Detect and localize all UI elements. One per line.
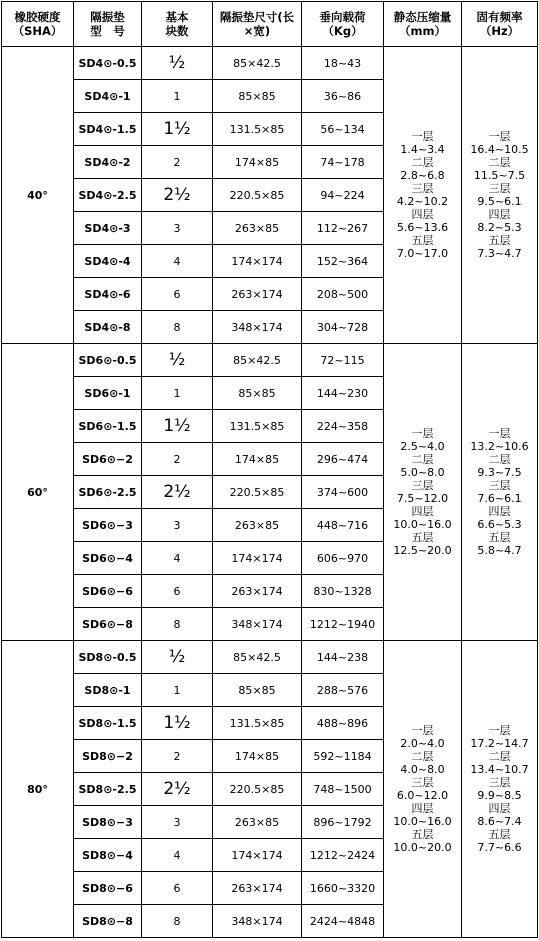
deflection-line: 一层 [411,724,434,737]
blocks-cell: 3 [142,806,213,839]
load-cell: 448~716 [302,509,384,542]
model-cell: SD4⊙-4 [74,245,142,278]
model-cell: SD8⊙−3 [74,806,142,839]
blocks-cell: 3 [142,212,213,245]
blocks-value: 1½ [163,712,191,733]
frequency-line: 8.2~5.3 [477,221,522,234]
frequency-line: 7.3~4.7 [477,247,522,260]
blocks-cell: 6 [142,872,213,905]
frequency-line: 7.6~6.1 [477,492,522,505]
frequency-line: 三层 [488,776,511,789]
blocks-cell [142,707,213,740]
frequency-line: 17.2~14.7 [470,737,529,750]
deflection-line: 12.5~20.0 [393,544,452,557]
load-cell: 94~224 [302,179,384,212]
deflection-line: 5.0~8.0 [400,466,445,479]
frequency-line: 四层 [488,505,511,518]
blocks-cell: 6 [142,278,213,311]
model-cell: SD8⊙−8 [74,905,142,938]
model-cell: SD6⊙−3 [74,509,142,542]
header-row [2,2,538,47]
table-row [2,641,538,674]
blocks-value: 1½ [163,415,191,436]
size-cell: 348×174 [213,905,302,938]
frequency-line: 16.4~10.5 [470,143,529,156]
header-hardness: 橡胶硬度 （SHA） [2,2,74,47]
load-cell: 152~364 [302,245,384,278]
blocks-cell [142,179,213,212]
blocks-value: 2½ [163,184,191,205]
load-cell: 56~134 [302,113,384,146]
size-cell: 174×85 [213,740,302,773]
load-cell: 1212~2424 [302,839,384,872]
frequency-line: 5.8~4.7 [477,544,522,557]
frequency-line: 四层 [488,802,511,815]
deflection-line: 二层 [411,750,434,763]
blocks-cell: 8 [142,905,213,938]
deflection-line: 7.0~17.0 [396,247,449,260]
blocks-cell: 1 [142,377,213,410]
size-cell: 220.5×85 [213,179,302,212]
deflection-line: 五层 [411,234,434,247]
model-cell: SD6⊙−4 [74,542,142,575]
model-cell: SD4⊙-2.5 [74,179,142,212]
blocks-cell: 2 [142,740,213,773]
blocks-cell [142,47,213,80]
frequency-line: 6.6~5.3 [477,518,522,531]
size-cell: 85×42.5 [213,47,302,80]
blocks-cell [142,410,213,443]
size-cell: 85×85 [213,674,302,707]
frequency-line: 一层 [488,130,511,143]
blocks-cell: 3 [142,509,213,542]
blocks-value: ½ [168,52,186,73]
deflection-line: 6.0~12.0 [396,789,449,802]
size-cell: 220.5×85 [213,476,302,509]
load-cell: 304~728 [302,311,384,344]
frequency-line: 一层 [488,427,511,440]
blocks-cell: 4 [142,245,213,278]
size-cell: 85×85 [213,377,302,410]
model-cell: SD8⊙-0.5 [74,641,142,674]
load-cell: 72~115 [302,344,384,377]
frequency-line: 一层 [488,724,511,737]
blocks-cell: 8 [142,608,213,641]
load-cell: 36~86 [302,80,384,113]
size-cell: 263×85 [213,212,302,245]
model-cell: SD4⊙-0.5 [74,47,142,80]
frequency-line: 五层 [488,531,511,544]
header-size: 隔振垫尺寸(长 ×宽) [213,2,302,47]
deflection-line: 三层 [411,182,434,195]
blocks-value: 2½ [163,481,191,502]
load-cell: 18~43 [302,47,384,80]
blocks-cell: 2 [142,146,213,179]
frequency-line: 11.5~7.5 [473,169,526,182]
load-cell: 896~1792 [302,806,384,839]
model-cell: SD6⊙-1 [74,377,142,410]
deflection-line: 4.0~8.0 [400,763,445,776]
blocks-cell [142,476,213,509]
frequency-line: 五层 [488,234,511,247]
deflection-cell [384,344,462,641]
load-cell: 208~500 [302,278,384,311]
model-cell: SD6⊙-2.5 [74,476,142,509]
model-cell: SD4⊙-3 [74,212,142,245]
size-cell: 85×42.5 [213,344,302,377]
table-row [2,47,538,80]
model-cell: SD8⊙-2.5 [74,773,142,806]
size-cell: 131.5×85 [213,113,302,146]
model-cell: SD8⊙−6 [74,872,142,905]
deflection-line: 5.6~13.6 [396,221,449,234]
size-cell: 263×174 [213,278,302,311]
load-cell: 830~1328 [302,575,384,608]
frequency-line: 7.7~6.6 [477,841,522,854]
size-cell: 174×85 [213,146,302,179]
blocks-cell: 4 [142,542,213,575]
size-cell: 174×174 [213,245,302,278]
blocks-cell: 4 [142,839,213,872]
size-cell: 348×174 [213,608,302,641]
deflection-line: 4.2~10.2 [396,195,449,208]
load-cell: 748~1500 [302,773,384,806]
blocks-value: ½ [168,646,186,667]
frequency-cell [462,344,538,641]
model-cell: SD4⊙-8 [74,311,142,344]
frequency-line: 9.9~8.5 [477,789,522,802]
load-cell: 74~178 [302,146,384,179]
size-cell: 174×85 [213,443,302,476]
model-cell: SD8⊙−2 [74,740,142,773]
load-cell: 1212~1940 [302,608,384,641]
deflection-line: 2.0~4.0 [400,737,445,750]
blocks-cell [142,773,213,806]
deflection-line: 2.8~6.8 [400,169,445,182]
frequency-line: 13.4~10.7 [470,763,529,776]
table-body [2,47,538,938]
deflection-line: 1.4~3.4 [400,143,445,156]
size-cell: 174×174 [213,542,302,575]
load-cell: 112~267 [302,212,384,245]
model-cell: SD4⊙-2 [74,146,142,179]
deflection-line: 一层 [411,427,434,440]
deflection-line: 10.0~16.0 [393,518,452,531]
load-cell: 592~1184 [302,740,384,773]
model-cell: SD6⊙−8 [74,608,142,641]
size-cell: 263×85 [213,806,302,839]
deflection-line: 二层 [411,453,434,466]
load-cell: 1660~3320 [302,872,384,905]
frequency-line: 二层 [488,750,511,763]
blocks-cell [142,344,213,377]
model-cell: SD4⊙-6 [74,278,142,311]
size-cell: 131.5×85 [213,707,302,740]
size-cell: 263×174 [213,575,302,608]
frequency-line: 四层 [488,208,511,221]
size-cell: 131.5×85 [213,410,302,443]
frequency-line: 13.2~10.6 [470,440,529,453]
model-cell: SD6⊙-0.5 [74,344,142,377]
frequency-line: 9.5~6.1 [477,195,522,208]
load-cell: 374~600 [302,476,384,509]
load-cell: 488~896 [302,707,384,740]
deflection-line: 四层 [411,208,434,221]
frequency-line: 二层 [488,156,511,169]
blocks-cell: 1 [142,674,213,707]
size-cell: 85×42.5 [213,641,302,674]
size-cell: 263×85 [213,509,302,542]
hardness-cell: 40° [2,47,74,344]
frequency-line: 三层 [488,479,511,492]
size-cell: 85×85 [213,80,302,113]
model-cell: SD4⊙-1 [74,80,142,113]
spec-table [1,1,538,938]
blocks-cell: 8 [142,311,213,344]
model-cell: SD6⊙-1.5 [74,410,142,443]
size-cell: 348×174 [213,311,302,344]
deflection-line: 2.5~4.0 [400,440,445,453]
load-cell: 144~238 [302,641,384,674]
model-cell: SD8⊙-1.5 [74,707,142,740]
frequency-line: 五层 [488,828,511,841]
deflection-line: 四层 [411,802,434,815]
hardness-cell: 60° [2,344,74,641]
blocks-value: ½ [168,349,186,370]
blocks-cell: 6 [142,575,213,608]
load-cell: 224~358 [302,410,384,443]
deflection-line: 7.5~12.0 [396,492,449,505]
deflection-line: 三层 [411,479,434,492]
blocks-cell [142,113,213,146]
frequency-cell [462,47,538,344]
deflection-line: 三层 [411,776,434,789]
blocks-cell [142,641,213,674]
table-row [2,344,538,377]
size-cell: 263×174 [213,872,302,905]
frequency-line: 二层 [488,453,511,466]
header-blocks: 基本 块数 [142,2,213,47]
model-cell: SD8⊙−4 [74,839,142,872]
blocks-value: 2½ [163,778,191,799]
deflection-line: 二层 [411,156,434,169]
load-cell: 288~576 [302,674,384,707]
hardness-cell: 80° [2,641,74,938]
blocks-value: 1½ [163,118,191,139]
model-cell: SD8⊙-1 [74,674,142,707]
deflection-line: 10.0~16.0 [393,815,452,828]
deflection-line: 10.0~20.0 [393,841,452,854]
frequency-cell [462,641,538,938]
size-cell: 174×174 [213,839,302,872]
size-cell: 220.5×85 [213,773,302,806]
frequency-line: 三层 [488,182,511,195]
header-load: 垂向载荷 （Kg） [302,2,384,47]
blocks-cell: 2 [142,443,213,476]
load-cell: 2424~4848 [302,905,384,938]
frequency-line: 9.3~7.5 [477,466,522,479]
deflection-cell [384,641,462,938]
blocks-cell: 1 [142,80,213,113]
deflection-line: 五层 [411,531,434,544]
load-cell: 144~230 [302,377,384,410]
deflection-line: 一层 [411,130,434,143]
load-cell: 606~970 [302,542,384,575]
model-cell: SD6⊙−2 [74,443,142,476]
deflection-line: 五层 [411,828,434,841]
deflection-cell [384,47,462,344]
header-deflection: 静态压缩量 （mm） [384,2,462,47]
header-frequency: 固有频率 （Hz） [462,2,538,47]
model-cell: SD4⊙-1.5 [74,113,142,146]
frequency-line: 8.6~7.4 [477,815,522,828]
header-model: 隔振垫 型 号 [74,2,142,47]
deflection-line: 四层 [411,505,434,518]
load-cell: 296~474 [302,443,384,476]
model-cell: SD6⊙−6 [74,575,142,608]
